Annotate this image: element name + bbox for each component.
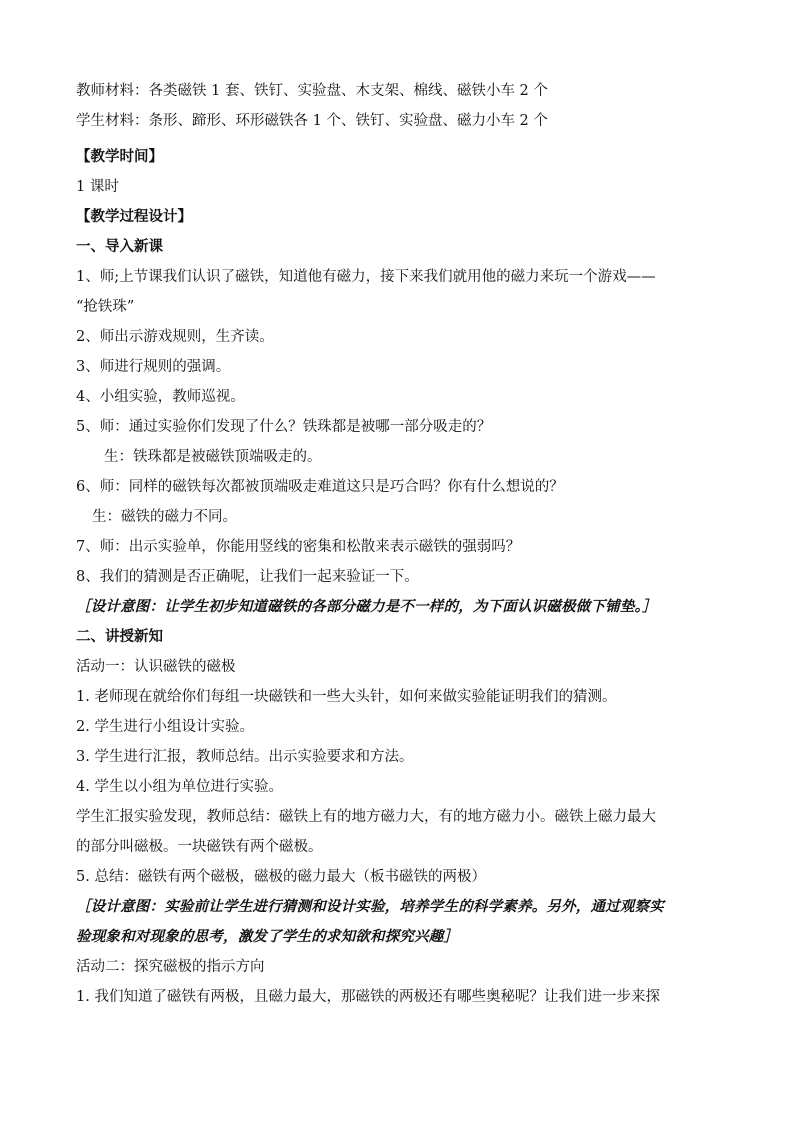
teacher-materials: 教师材料：各类磁铁 1 套、铁钉、实验盘、木支架、棉线、磁铁小车 2 个	[76, 83, 548, 99]
section1-item: 5、师：通过实验你们发现了什么？铁珠都是被哪一部分吸走的？	[76, 419, 492, 435]
activity2-title: 活动二：探究磁极的指示方向	[76, 959, 265, 975]
activity1-item: 3. 学生进行汇报，教师总结。出示实验要求和方法。	[76, 749, 414, 765]
section1-item: 1、师;上节课我们认识了磁铁，知道他有磁力，接下来我们就用他的磁力来玩一个游戏——	[76, 269, 656, 285]
activity1-item: 1. 老师现在就给你们每组一块磁铁和一些大头针，如何来做实验能证明我们的猜测。	[76, 689, 617, 705]
activity1-title: 活动一：认识磁铁的磁极	[76, 659, 236, 675]
activity1-item: 2. 学生进行小组设计实验。	[76, 719, 254, 735]
activity1-summary: 5. 总结：磁铁有两个磁极，磁极的磁力最大（板书磁铁的两极）	[76, 869, 486, 885]
section2-title: 二、讲授新知	[76, 628, 163, 645]
section1-item: 7、师：出示实验单，你能用竖线的密集和松散来表示磁铁的强弱吗？	[76, 539, 521, 555]
report-paragraph-line: 学生汇报实验发现，教师总结：磁铁上有的地方磁力大，有的地方磁力小。磁铁上磁力最大	[76, 809, 656, 825]
time-value: 1 课时	[76, 179, 119, 195]
process-heading: 【教学过程设计】	[76, 208, 192, 225]
activity2-item: 1. 我们知道了磁铁有两极，且磁力最大，那磁铁的两极还有哪些奥秘呢？让我们进一步来探	[76, 989, 660, 1005]
time-heading: 【教学时间】	[76, 148, 163, 165]
section1-title: 一、导入新课	[76, 238, 163, 255]
section1-item: 2、师出示游戏规则，生齐读。	[76, 329, 274, 345]
document-page	[76, 76, 726, 1012]
section1-item: 6、师：同样的磁铁每次都被顶端吸走难道这只是巧合吗？你有什么想说的？	[76, 479, 564, 495]
section1-item: 3、师进行规则的强调。	[76, 359, 231, 375]
student-answer: 生：磁铁的磁力不同。	[92, 509, 237, 525]
student-answer: 生：铁珠都是被磁铁顶端吸走的。	[104, 449, 322, 465]
section1-item: 8、我们的猜测是否正确呢，让我们一起来验证一下。	[76, 569, 419, 585]
design-intent: ［设计意图：让学生初步知道磁铁的各部分磁力是不一样的，为下面认识磁极做下铺垫。］	[76, 598, 657, 615]
report-paragraph-line: 的部分叫磁极。一块磁铁有两个磁极。	[76, 839, 323, 855]
student-materials: 学生材料：条形、蹄形、环形磁铁各 1 个、铁钉、实验盘、磁力小车 2 个	[76, 113, 548, 129]
section1-item: 4、小组实验，教师巡视。	[76, 389, 245, 405]
design-intent: ［设计意图：实验前让学生进行猜测和设计实验，培养学生的科学素养。另外，通过观察实	[76, 898, 664, 915]
design-intent: 验现象和对现象的思考，激发了学生的求知欲和探究兴趣］	[76, 928, 459, 945]
activity1-item: 4. 学生以小组为单位进行实验。	[76, 779, 283, 795]
section1-item: “抢铁珠”	[76, 299, 135, 315]
